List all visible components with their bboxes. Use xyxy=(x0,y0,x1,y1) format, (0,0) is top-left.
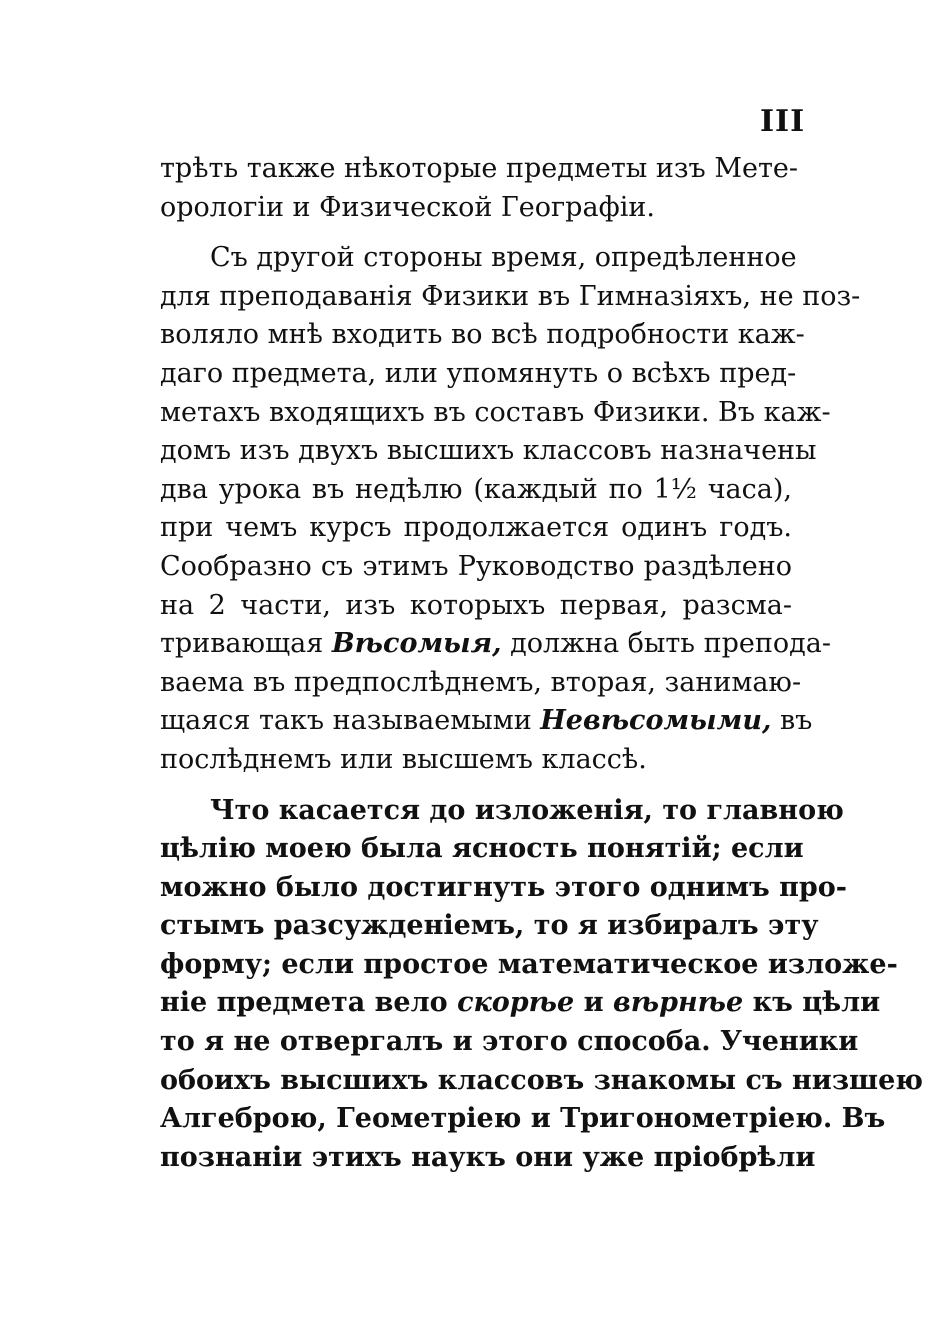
page-number: III xyxy=(760,104,806,139)
text-fragment: ніе предмета вело xyxy=(160,987,458,1019)
text-fragment: стымъ разсужденіемъ, то я избиралъ эту xyxy=(160,910,819,942)
text-fragment: Сообразно съ этимъ Руководство раздѣлено xyxy=(160,550,792,582)
text-fragment: домъ изъ двухъ высшихъ классовъ назначены xyxy=(160,435,817,467)
text-fragment: на 2 части, изъ которыхъ первая, разсма- xyxy=(160,589,792,621)
text-line xyxy=(160,239,797,278)
text-fragment: и xyxy=(574,987,614,1019)
italic-term: Вѣсомыя, xyxy=(331,628,502,660)
text-line xyxy=(160,869,848,908)
text-line xyxy=(160,741,792,780)
text-line xyxy=(160,664,802,703)
paragraph-gap xyxy=(160,227,792,239)
body-text xyxy=(160,150,923,1177)
text-fragment: трѣть также нѣкоторые предметы изъ Мете- xyxy=(160,153,798,184)
paragraph-1 xyxy=(160,150,798,227)
text-fragment: форму; если простое математическое изложе- xyxy=(160,948,898,980)
text-fragment: даго предмета, или упомянуть о всѣхъ пред- xyxy=(160,357,797,389)
italic-term: вѣрнѣе xyxy=(613,987,744,1019)
text-line xyxy=(160,189,792,228)
text-fragment: въ xyxy=(771,705,813,737)
italic-term: скорѣе xyxy=(457,987,575,1019)
text-fragment: можно было достигнуть этого однимъ про- xyxy=(160,871,848,903)
text-fragment: должна быть препода- xyxy=(501,628,831,660)
text-fragment: воляло мнѣ входить во всѣ подробности каж- xyxy=(160,319,805,351)
text-fragment: Алгеброю, Геометріею и Тригонометріею. Въ xyxy=(160,1103,886,1135)
text-fragment: для преподаванія Физики въ Гимназіяхъ, не поз- xyxy=(160,280,861,312)
text-line xyxy=(160,150,798,189)
text-line xyxy=(160,1062,923,1101)
text-fragment: то я не отвергалъ и этого способа. Ученики xyxy=(160,1026,859,1058)
text-line xyxy=(160,509,792,548)
text-line xyxy=(160,355,797,394)
text-line xyxy=(160,1139,816,1178)
text-line xyxy=(160,984,881,1023)
text-line xyxy=(160,316,805,355)
text-line xyxy=(160,625,831,664)
text-line xyxy=(160,432,817,471)
text-fragment: цѣлію моею была ясность понятій; если xyxy=(160,833,804,865)
text-line xyxy=(160,946,898,985)
text-line xyxy=(160,1100,886,1139)
text-line xyxy=(160,394,831,433)
text-line xyxy=(160,548,792,587)
paragraph-3 xyxy=(160,792,923,1178)
text-line xyxy=(160,830,804,869)
text-line xyxy=(160,471,792,510)
text-fragment: щаяся такъ называемыми xyxy=(160,705,541,737)
text-fragment: два урока въ недѣлю (каждый по 1½ часа), xyxy=(160,473,792,505)
paragraph-2 xyxy=(160,239,861,779)
text-fragment: послѣднемъ или высшемъ классѣ. xyxy=(160,743,647,775)
italic-term: Невѣсомыми, xyxy=(540,705,772,737)
text-line xyxy=(160,792,844,831)
text-fragment: къ цѣли xyxy=(743,987,881,1019)
text-fragment: Что касается до изложенія, то главною xyxy=(210,794,844,826)
text-line xyxy=(160,907,819,946)
text-fragment: обоихъ высшихъ классовъ знакомы съ низшею xyxy=(160,1064,923,1096)
text-fragment: ваема въ предпослѣднемъ, вторая, занимаю- xyxy=(160,666,802,698)
text-fragment: тривающая xyxy=(160,628,332,660)
text-fragment: при чемъ курсъ продолжается одинъ годъ. xyxy=(160,512,792,544)
text-line xyxy=(160,587,792,626)
text-fragment: познаніи этихъ наукъ они уже пріобрѣли xyxy=(160,1141,816,1173)
text-line xyxy=(160,702,813,741)
text-fragment: метахъ входящихъ въ составъ Физики. Въ каж- xyxy=(160,396,831,428)
text-line xyxy=(160,278,861,317)
text-fragment: Съ другой стороны время, опредѣленное xyxy=(210,242,797,274)
text-fragment: орологіи и Физической Географіи. xyxy=(160,191,655,223)
text-line xyxy=(160,1023,859,1062)
paragraph-gap xyxy=(160,780,792,792)
